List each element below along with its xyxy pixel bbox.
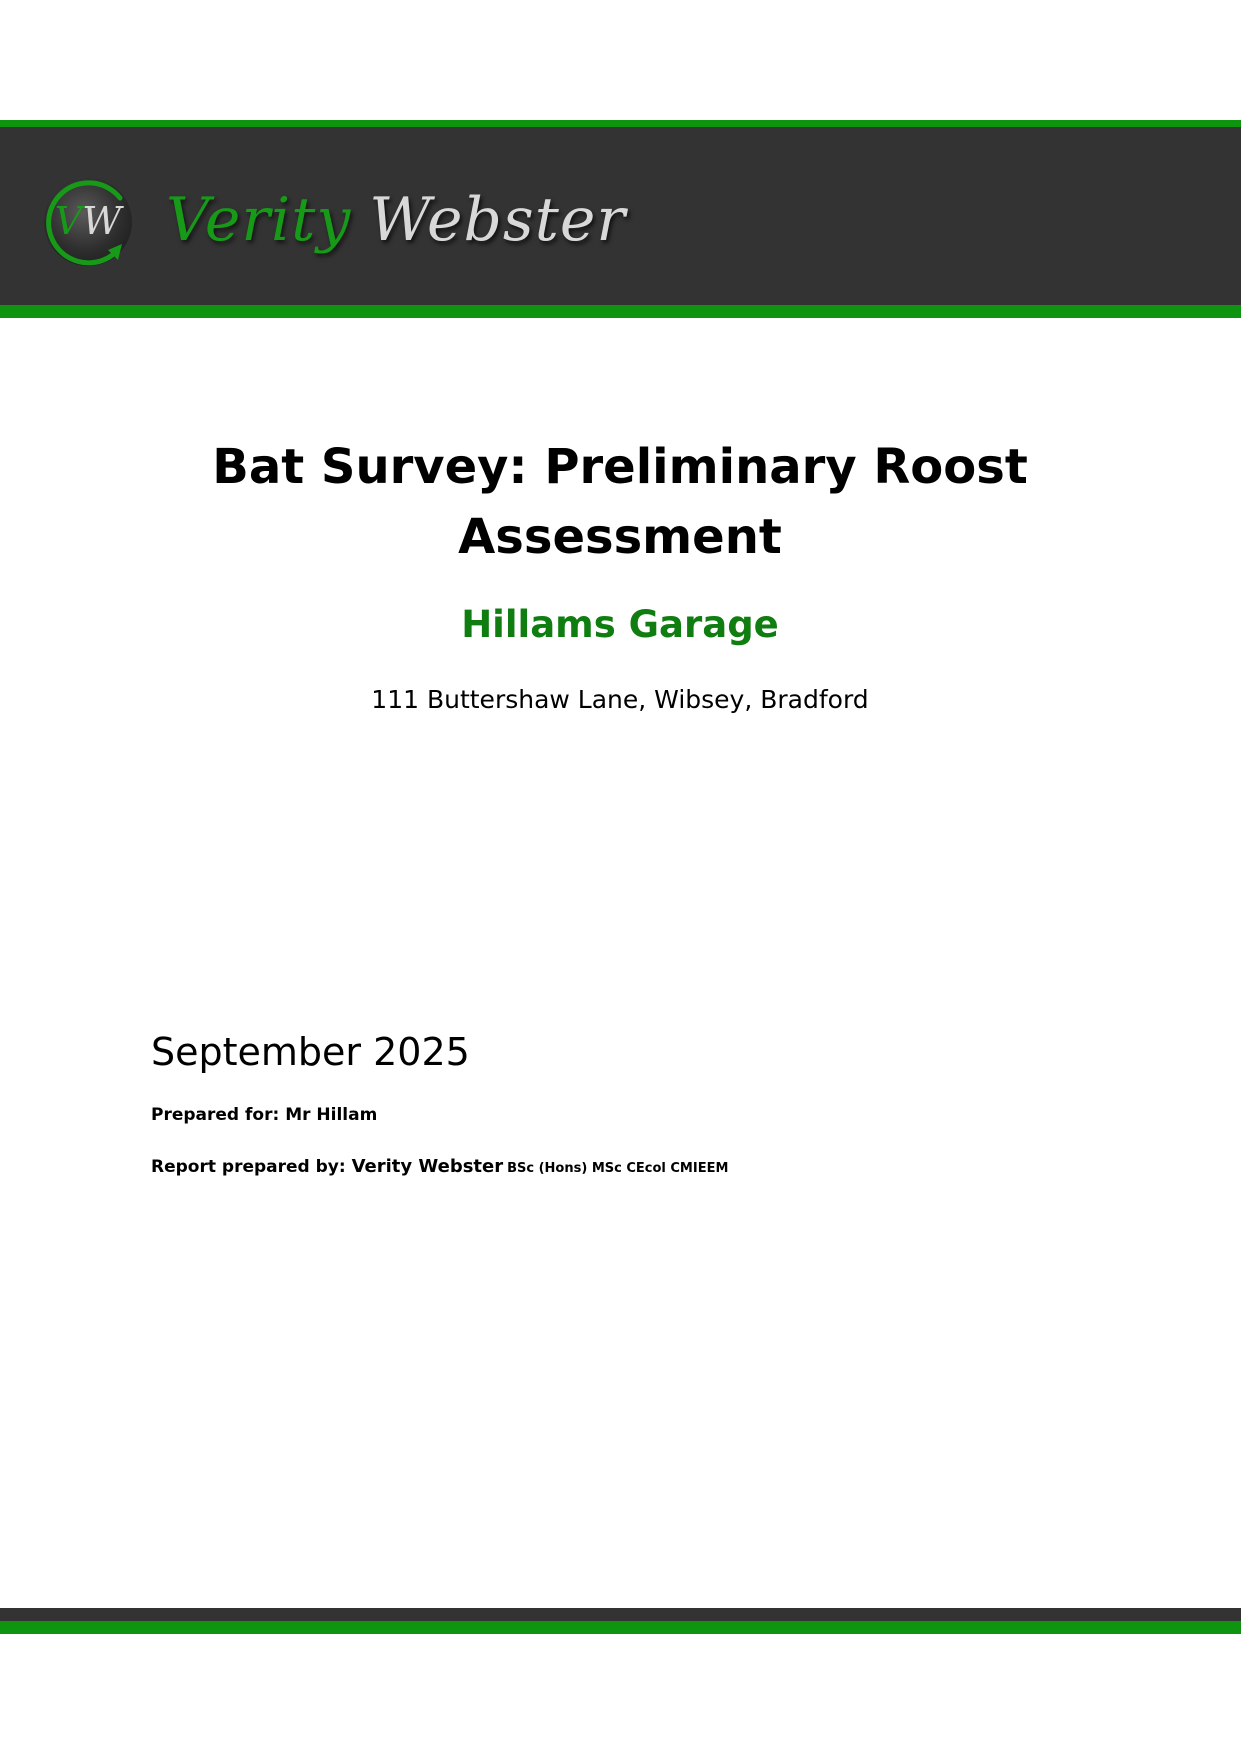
banner-body [0,127,1241,305]
footer-dark-bar [0,1608,1241,1621]
company-logo [38,172,638,282]
author-qualifications: BSc (Hons) MSc CEcol CMIEEM [507,1161,729,1176]
header-banner [0,120,1241,318]
logo-name-last: Webster [369,185,627,255]
report-title: Bat Survey: Preliminary Roost Assessment [212,439,1028,565]
prepared-by-label: Report prepared by: [151,1157,346,1177]
site-address: 111 Buttershaw Lane, Wibsey, Bradford [371,685,869,714]
banner-top-stripe [0,120,1241,127]
vw-emblem-icon [38,172,138,272]
site-name: Hillams Garage [461,603,779,646]
prepared-for-line [151,1102,377,1128]
logo-name-first: Verity [166,185,352,255]
emblem-letter-v: VW [54,199,122,243]
prepared-by-line [151,1154,728,1182]
author-name: Verity Webster [351,1156,504,1177]
banner-bottom-stripe [0,305,1241,318]
prepared-for-value: Mr Hillam [285,1105,378,1125]
logo-wordmark [166,180,626,260]
report-date: September 2025 [151,1030,470,1074]
prepared-for-label: Prepared for: [151,1105,280,1125]
footer-green-bar [0,1621,1241,1634]
